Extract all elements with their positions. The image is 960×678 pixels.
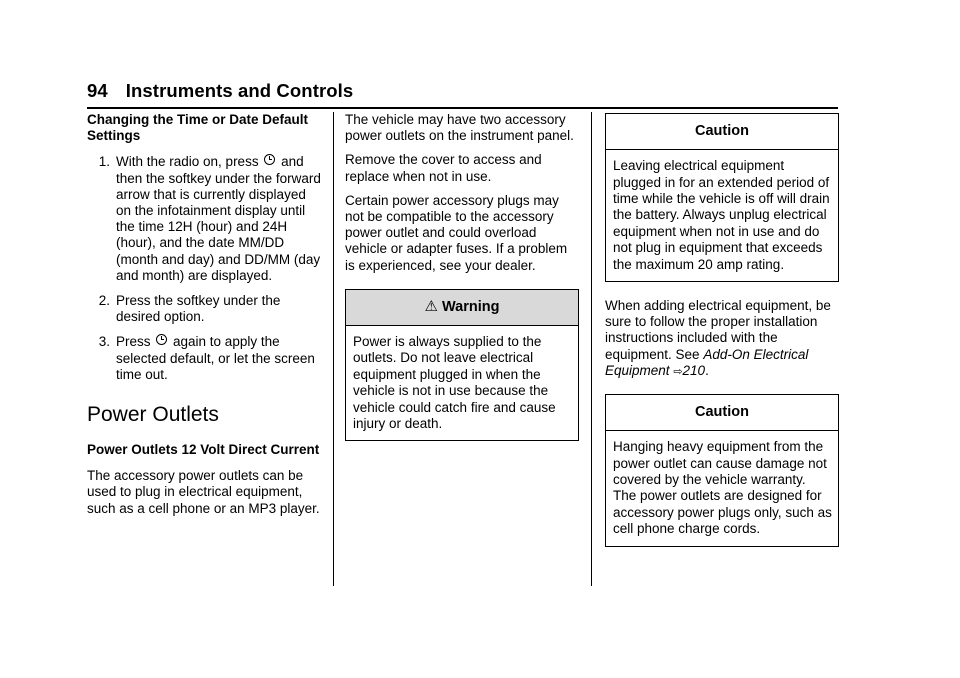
column-divider-1 bbox=[333, 112, 334, 586]
steps-list bbox=[87, 154, 321, 383]
section-title: Power Outlets bbox=[87, 403, 219, 427]
paragraph: Remove the cover to access and replace when not in use. bbox=[345, 152, 542, 184]
caution-box-2 bbox=[605, 394, 839, 547]
warning-box bbox=[345, 289, 579, 442]
page-header bbox=[87, 80, 353, 102]
paragraph-text: When adding electrical equipment, be sure to follow the proper installation instructions included with the equipment. See bbox=[605, 298, 831, 362]
column-1 bbox=[87, 112, 321, 525]
paragraph: The accessory power outlets can be used to plug in electrical equipment, such as a cell phone or an MP3 player. bbox=[87, 468, 320, 516]
chapter-title: Instruments and Controls bbox=[125, 80, 354, 101]
page-ref-arrow-icon: ⇨ bbox=[673, 365, 683, 378]
caution-box-1 bbox=[605, 113, 839, 282]
paragraph: The vehicle may have two accessory power outlets on the instrument panel. bbox=[345, 112, 574, 144]
paragraph: When adding electrical equipment, be sure to follow the proper installation instructions included with the equipment. See Add-On Electrical Equipment ⇨210. bbox=[605, 298, 831, 378]
list-item bbox=[87, 334, 321, 383]
header-rule bbox=[87, 107, 838, 109]
list-item bbox=[87, 154, 321, 284]
warning-title: Warning bbox=[441, 298, 500, 315]
subheading-12v: Power Outlets 12 Volt Direct Current bbox=[87, 442, 320, 458]
warning-triangle-icon: ⚠ bbox=[424, 297, 438, 315]
step-text-pre: With the radio on, press bbox=[116, 154, 263, 170]
page-number: 94 bbox=[87, 80, 108, 101]
column-divider-2 bbox=[591, 112, 592, 586]
step-number: 3. bbox=[98, 334, 110, 350]
warning-header bbox=[346, 290, 578, 326]
step-number: 1. bbox=[98, 154, 110, 170]
clock-icon bbox=[264, 154, 275, 165]
step-text bbox=[116, 334, 321, 383]
warning-body: Power is always supplied to the outlets. Do not leave electrical equipment plugged in when the vehicle is not in use because the vehicle could catch fire and cause injury or death. bbox=[353, 334, 556, 432]
caution-body: Leaving electrical equipment plugged in for an extended period of time while the vehicle is off will drain the battery. Always unplug electrical equipment when not in use and do not plug in equipment that exceeds the maximum 20 amp rating. bbox=[613, 158, 830, 272]
list-item bbox=[87, 293, 321, 325]
step-text: Press the softkey under the desired option. bbox=[116, 293, 281, 325]
caution-header: Caution bbox=[606, 114, 838, 150]
column-2 bbox=[345, 112, 579, 457]
clock-icon bbox=[156, 334, 167, 345]
step-text-post: and then the softkey under the forward arrow that is currently displayed on the infotainment display until the time 12H (hour) and 24H (hour), and the date MM/DD (month and day) and DD/MM (day and month) are displayed. bbox=[116, 154, 321, 283]
paragraph: Certain power accessory plugs may not be compatible to the accessory power outlet and could overload vehicle or adapter fuses. If a problem is experienced, see your dealer. bbox=[345, 192, 568, 273]
subheading-time-date: Changing the Time or Date Default Settings bbox=[87, 112, 309, 144]
step-text-pre: Press bbox=[116, 334, 155, 350]
caution-header: Caution bbox=[606, 395, 838, 431]
step-text bbox=[116, 154, 321, 284]
step-text-post: again to apply the selected default, or let the screen time out. bbox=[116, 334, 315, 382]
caution-body: Hanging heavy equipment from the power outlet can cause damage not covered by the vehicle warranty. The power outlets are designed for accessory power plugs only, such as cell phone charge cords. bbox=[613, 439, 832, 537]
xref-page[interactable]: 210 bbox=[682, 362, 706, 378]
step-number: 2. bbox=[98, 293, 110, 309]
xref-link[interactable]: Add-On Electrical Equipment bbox=[605, 346, 809, 378]
column-3 bbox=[605, 112, 839, 563]
